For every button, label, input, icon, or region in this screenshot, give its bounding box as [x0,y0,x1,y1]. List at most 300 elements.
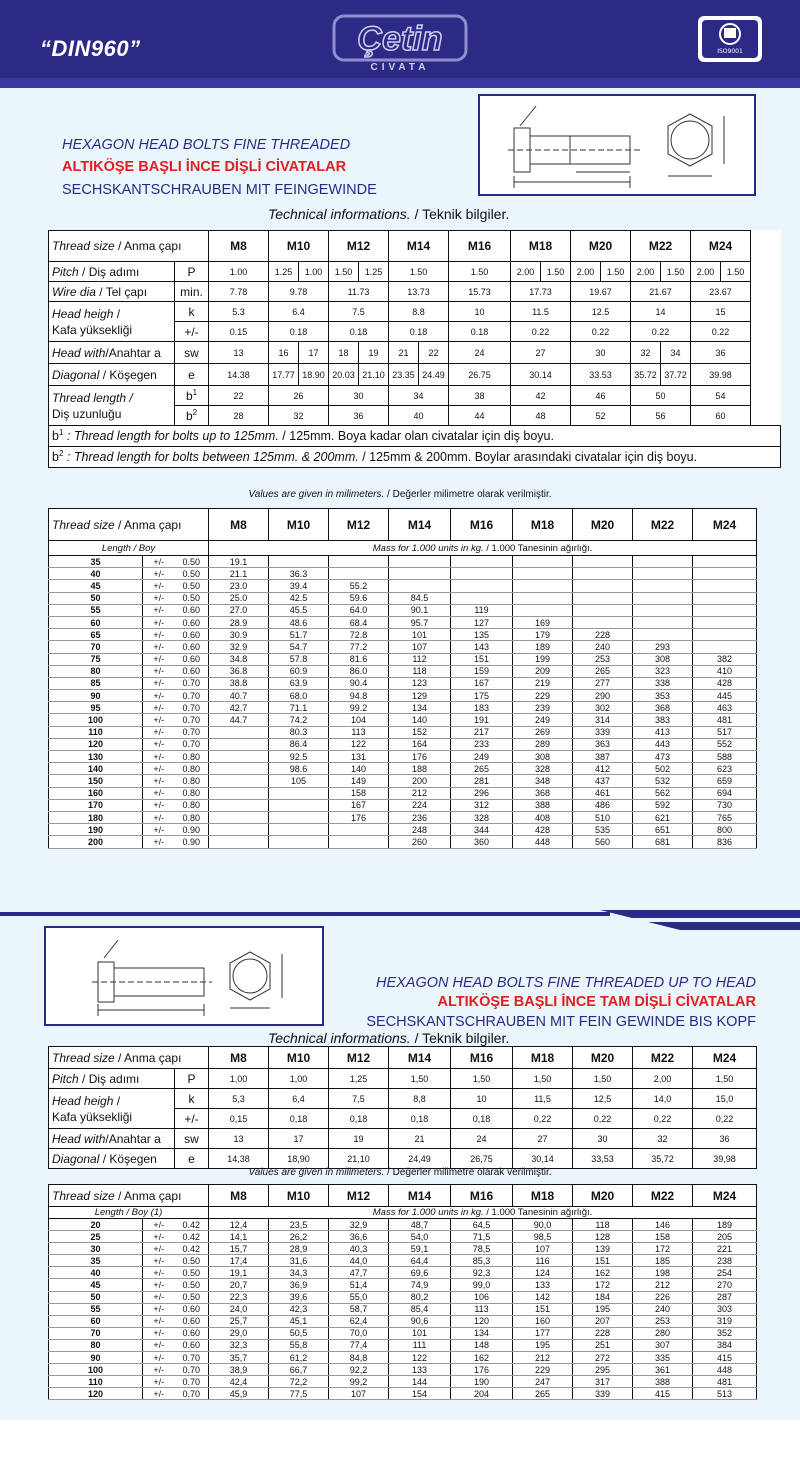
mass-cell: 621 [633,811,693,823]
length-cell: 35 [49,556,143,568]
mass-cell: 383 [633,714,693,726]
length-cell: 60 [49,616,143,628]
mass-cell: 224 [389,799,451,811]
mass-cell: 70,0 [329,1327,389,1339]
mass-cell: 32,3 [209,1339,269,1351]
mass-cell: 368 [633,702,693,714]
page-title: “DIN960” [40,36,141,61]
tolerance-cell: 0.80 [175,775,209,787]
tolerance-cell: 0.70 [175,714,209,726]
mass-cell: 101 [389,1327,451,1339]
section2-row [49,1376,757,1388]
tolerance-sign: +/- [143,641,175,653]
mass-cell: 140 [389,714,451,726]
mass-cell: 86.4 [269,738,329,750]
tolerance-cell: 0.50 [175,1291,209,1303]
mass-cell: 80.3 [269,726,329,738]
mass-cell: 78,5 [451,1243,513,1255]
mass-cell: 247 [513,1376,573,1388]
mass-cell: 388 [513,799,573,811]
tolerance-sign: +/- [143,714,175,726]
length-cell: 65 [49,629,143,641]
mass-cell [633,556,693,568]
mass-cell [329,568,389,580]
heading-en-1: HEXAGON HEAD BOLTS FINE THREADED [62,137,351,153]
mass-cell: 312 [451,799,513,811]
mass-cell: 154 [389,1388,451,1400]
section2-row [49,1388,757,1400]
section1-row [49,556,757,568]
mass-cell: 148 [451,1339,513,1351]
mass-cell: 42.7 [209,702,269,714]
mass-cell: 265 [513,1388,573,1400]
mass-cell: 410 [693,665,757,677]
mass-cell: 240 [573,641,633,653]
mass-cell: 412 [573,763,633,775]
mass-cell: 24,0 [209,1303,269,1315]
section2-row [49,1315,757,1327]
mass-cell: 443 [633,738,693,750]
mass-cell: 681 [633,836,693,848]
mass-cell: 90,6 [389,1315,451,1327]
mass-cell [513,592,573,604]
mass-table-2: Thread size / Anma çapı M8 M10 M12 M14 M16 M18 M20 M22 M24 Length / Boy (1) Mass for 1.000 units in kg. / 1.000 Tanesinin ağırlığı. 20 +/- 0.42 12,4 23,5 32,9 48,7 64,5 90,0 118 146 189 25 +/- 0.42 14,1 26,2 36,6 54,0 71,5 98,5 128 158 205 30 +/- 0.42 15,7 28,9 40,3 59,1 78,5 107 139 172 221 35 +/- 0.50 17,4 31,6 44,0 64,4 85,3 116 151 185 238 40 +/- 0.50 19,1 34,3 47,7 69,6 92,3 124 162 198 254 45 +/- 0.50 20,7 36,9 51,4 74,9 99,0 133 172 212 270 50 +/- 0.50 22,3 39,6 55,0 80,2 106 142 184 226 287 55 +/- 0.60 24,0 42,3 58,7 85,4 113 151 195 240 303 60 +/- 0.60 25,7 45,1 62,4 90,6 120 160 207 253 319 70 +/- 0.60 29,0 50,5 70,0 101 134 177 228 280 352 80 +/- 0.60 32,3 55,8 77,4 111 148 195 251 307 384 90 +/- 0.70 35,7 61,2 84,8 122 162 212 272 335 415 100 +/- 0.70 38,9 66,7 92,2 133 176 229 295 361 448 110 +/- 0.70 42,4 72,2 99,2 144 190 247 317 388 481 120 +/- 0.70 45,9 77,5 107 154 204 265 339 415 513 [48,1184,757,1400]
tolerance-cell: 0.60 [175,604,209,616]
mass-cell: 159 [451,665,513,677]
mass-cell: 448 [693,1364,757,1376]
mass-cell [513,580,573,592]
section2-row [49,1219,757,1231]
mass-cell: 448 [513,836,573,848]
length-cell: 45 [49,1279,143,1291]
mass-cell: 140 [329,763,389,775]
length-cell: 110 [49,1376,143,1388]
tolerance-sign: +/- [143,811,175,823]
mass-cell [633,629,693,641]
mass-cell: 177 [513,1327,573,1339]
section1-row [49,690,757,702]
tolerance-cell: 0.80 [175,787,209,799]
mass-cell [451,592,513,604]
mass-cell: 200 [389,775,451,787]
tolerance-sign: +/- [143,787,175,799]
tolerance-sign: +/- [143,1315,175,1327]
mass-cell: 119 [451,604,513,616]
mass-cell [209,787,269,799]
page-header [0,0,800,88]
mass-cell [693,616,757,628]
tolerance-sign: +/- [143,1231,175,1243]
heading-de-2: SECHSKANTSCHRAUBEN MIT FEIN GEWINDE BIS KOPF [366,1014,756,1030]
mass-cell: 151 [573,1255,633,1267]
spec-table-1 [48,230,781,468]
mass-cell: 120 [451,1315,513,1327]
mass-cell: 413 [633,726,693,738]
b1-row: Thread length / Diş uzunluğu $b^1$ 22 26 30 34 38 42 46 50 54 [49,386,781,406]
mass-cell: 415 [633,1388,693,1400]
mass-cell: 303 [693,1303,757,1315]
mass-cell: 172 [573,1279,633,1291]
mass-cell: 30.9 [209,629,269,641]
mass-cell: 113 [329,726,389,738]
mass-cell: 60.9 [269,665,329,677]
tolerance-cell: 0.60 [175,1339,209,1351]
mass-cell: 302 [573,702,633,714]
mass-cell: 144 [389,1376,451,1388]
mass-cell: 64.0 [329,604,389,616]
section1-row [49,836,757,848]
mass-cell: 338 [633,677,693,689]
mass-cell: 175 [451,690,513,702]
mass-cell: 62,4 [329,1315,389,1327]
mass-cell: 135 [451,629,513,641]
tolerance-sign: +/- [143,1279,175,1291]
header-stripe [0,78,800,88]
mass-note: Mass for 1.000 units in kg. / 1.000 Tanesinin ağırlığı. [209,541,757,556]
mass-cell: 142 [513,1291,573,1303]
mass-cell: 765 [693,811,757,823]
mass-cell: 99,0 [451,1279,513,1291]
length-cell: 85 [49,677,143,689]
mass-cell: 36,9 [269,1279,329,1291]
mass-cell: 249 [451,751,513,763]
mass-cell [573,580,633,592]
tolerance-sign: +/- [143,824,175,836]
mass-cell: 209 [513,665,573,677]
mass-cell: 228 [573,629,633,641]
length-cell: 200 [49,836,143,848]
mass-cell: 254 [693,1267,757,1279]
mass-cell: 55.2 [329,580,389,592]
pitch-row: Pitch / Diş adımı P 1.00 1.25 1.00 1.50 1.25 1.50 1.50 2.00 1.50 2.00 1.50 2.00 1.50 2.00 1.50 [49,262,781,282]
mass-cell: 287 [693,1291,757,1303]
mass-cell: 143 [451,641,513,653]
mass-cell: 162 [573,1267,633,1279]
heading-tr-2: ALTIKÖŞE BAŞLI İNCE TAM DİŞLİ CİVATALAR [437,994,756,1010]
mass-cell: 176 [389,751,451,763]
tolerance-sign: +/- [143,763,175,775]
tolerance-cell: 0.50 [175,1279,209,1291]
footnote-b1: $b^1$ : Thread length for bolts up to 125mm. / 125mm. Boya kadar olan civatalar için diş boyu. [49,426,781,447]
mass-cell: 36,6 [329,1231,389,1243]
mass-cell: 12,4 [209,1219,269,1231]
mass-cell: 28.9 [209,616,269,628]
length-cell: 110 [49,726,143,738]
mass-cell: 228 [573,1327,633,1339]
logo-brand: Çetin [357,20,443,58]
mass-cell: 160 [513,1315,573,1327]
length-cell: 55 [49,604,143,616]
tolerance-cell: 0.60 [175,616,209,628]
mass-cell: 510 [573,811,633,823]
mass-cell: 189 [693,1219,757,1231]
cert-text: ISO9001 [717,48,743,55]
mass-cell [573,592,633,604]
mass-cell: 463 [693,702,757,714]
tolerance-sign: +/- [143,1364,175,1376]
mass-cell: 158 [633,1231,693,1243]
mass-cell: 29,0 [209,1327,269,1339]
length-cell: 25 [49,1231,143,1243]
footnote-b2: $b^2$ : Thread length for bolts between 125mm. & 200mm. / 125mm & 200mm. Boylar arasındaki civatalar için diş boyu. [49,447,781,468]
mass-cell [269,824,329,836]
tolerance-sign: +/- [143,836,175,848]
diagonal-row-2: Diagonal / Köşegen e 14,38 18,90 21,10 24,49 26,75 30,14 33,53 35,72 39,98 [49,1149,757,1169]
mass-cell: 272 [573,1352,633,1364]
mass-cell: 48.6 [269,616,329,628]
mass-cell: 151 [451,653,513,665]
tolerance-sign: +/- [143,738,175,750]
section1-row [49,641,757,653]
page-bottom [0,1420,800,1484]
mass-cell: 25.0 [209,592,269,604]
tolerance-sign: +/- [143,677,175,689]
mass-cell: 481 [693,1376,757,1388]
mass-cell: 552 [693,738,757,750]
mass-cell: 269 [513,726,573,738]
mass-cell: 162 [451,1352,513,1364]
mass-cell [513,568,573,580]
mass-cell: 86.0 [329,665,389,677]
mass-cell: 85,4 [389,1303,451,1315]
mass-cell: 112 [389,653,451,665]
mass-cell: 437 [573,775,633,787]
section1-row [49,629,757,641]
length-cell: 80 [49,665,143,677]
mass-cell [451,556,513,568]
mass-cell [513,556,573,568]
mass-cell: 92,2 [329,1364,389,1376]
mass-cell: 28,9 [269,1243,329,1255]
length-cell: 35 [49,1255,143,1267]
mass-cell [451,568,513,580]
mass-cell: 240 [633,1303,693,1315]
mass-cell: 502 [633,763,693,775]
length-cell: 40 [49,1267,143,1279]
mass-cell: 107 [513,1243,573,1255]
cert-icon [702,20,758,48]
mass-cell [633,604,693,616]
tolerance-sign: +/- [143,799,175,811]
mass-cell: 66,7 [269,1364,329,1376]
mass-cell: 107 [329,1388,389,1400]
cetin-logo [330,10,470,72]
tolerance-cell: 0.70 [175,1364,209,1376]
mass-cell [693,556,757,568]
mass-cell [693,580,757,592]
mass-cell [209,738,269,750]
mass-cell: 212 [513,1352,573,1364]
tolerance-cell: 0.90 [175,836,209,848]
size-m16: M16 [449,231,511,262]
length-cell: 75 [49,653,143,665]
mass-cell: 473 [633,751,693,763]
mass-cell: 353 [633,690,693,702]
mass-cell [693,641,757,653]
tolerance-cell: 0.50 [175,592,209,604]
diagonal-row: Diagonal / Köşegen e 14.38 17.77 18.90 20.03 21.10 23.35 24.49 26.75 30.14 33.53 35.72 37.72 39.98 [49,364,781,386]
mass-cell [209,836,269,848]
mass-cell: 124 [513,1267,573,1279]
mass-cell: 651 [633,824,693,836]
mass-cell: 158 [329,787,389,799]
mass-cell: 72,2 [269,1376,329,1388]
tolerance-sign: +/- [143,702,175,714]
mass-cell: 90,0 [513,1219,573,1231]
mass-cell: 361 [633,1364,693,1376]
sw-row: Head with/Anahtar a sw 13 16 17 18 19 21 22 24 27 30 32 34 36 [49,342,781,364]
mass-cell: 339 [573,1388,633,1400]
tolerance-cell: 0.70 [175,1388,209,1400]
section2-row [49,1243,757,1255]
size-m8: M8 [209,231,269,262]
mass-cell: 236 [389,811,451,823]
mass-cell: 363 [573,738,633,750]
mass-cell: 55,0 [329,1291,389,1303]
tolerance-sign: +/- [143,1255,175,1267]
mass-cell: 382 [693,653,757,665]
mass-cell: 14,1 [209,1231,269,1243]
mass-cell: 800 [693,824,757,836]
mass-cell: 339 [573,726,633,738]
section1-row [49,775,757,787]
mass-cell: 308 [513,751,573,763]
mass-cell: 27.0 [209,604,269,616]
mass-cell: 289 [513,738,573,750]
mass-cell: 307 [633,1339,693,1351]
tolerance-cell: 0.70 [175,677,209,689]
mass-cell: 36.8 [209,665,269,677]
mass-cell: 54,0 [389,1231,451,1243]
sw-row-2: Head with/Anahtar a sw 13 17 19 21 24 27 30 32 36 [49,1129,757,1149]
mass-cell [573,556,633,568]
mass-cell [209,775,269,787]
section1-row [49,799,757,811]
mass-cell: 71.1 [269,702,329,714]
mass-cell: 205 [693,1231,757,1243]
mass-cell: 44.7 [209,714,269,726]
mass-cell: 122 [329,738,389,750]
size-m18: M18 [511,231,571,262]
section2-row [49,1231,757,1243]
tolerance-sign: +/- [143,568,175,580]
section1-row [49,824,757,836]
section1-row [49,653,757,665]
mass-cell: 22,3 [209,1291,269,1303]
mass-cell [633,580,693,592]
section2-row [49,1267,757,1279]
mass-cell: 131 [329,751,389,763]
mass-cell: 328 [451,811,513,823]
mass-cell: 290 [573,690,633,702]
mass-cell: 328 [513,763,573,775]
section2-row [49,1339,757,1351]
mass-cell: 42,3 [269,1303,329,1315]
mass-cell [209,751,269,763]
mass-cell: 481 [693,714,757,726]
mass-cell: 80,2 [389,1291,451,1303]
mass-cell: 152 [389,726,451,738]
mass-cell: 133 [513,1279,573,1291]
mass-cell: 730 [693,799,757,811]
mass-cell: 118 [573,1219,633,1231]
mass-cell: 204 [451,1388,513,1400]
mass-cell: 133 [389,1364,451,1376]
mass-cell: 560 [573,836,633,848]
mass-cell: 233 [451,738,513,750]
mass-cell: 19.1 [209,556,269,568]
tolerance-cell: 0.70 [175,726,209,738]
mass-cell: 517 [693,726,757,738]
mass-cell: 248 [389,824,451,836]
mass-cell: 221 [693,1243,757,1255]
mass-cell: 134 [451,1327,513,1339]
mass-cell: 71,5 [451,1231,513,1243]
section1-row [49,592,757,604]
tolerance-sign: +/- [143,690,175,702]
mass-cell: 280 [633,1327,693,1339]
mass-cell: 169 [513,616,573,628]
heading-en-2: HEXAGON HEAD BOLTS FINE THREADED UP TO HEAD [375,975,756,991]
mass-cell [573,604,633,616]
mass-cell: 40.7 [209,690,269,702]
wire-row: Wire dia / Tel çapı min. 7.78 9.78 11.73 13.73 15.73 17.73 19.67 21.67 23.67 [49,282,781,302]
length-cell: 55 [49,1303,143,1315]
length-cell: 80 [49,1339,143,1351]
mass-cell: 15,7 [209,1243,269,1255]
mass-cell: 50,5 [269,1327,329,1339]
section2-row [49,1352,757,1364]
mass-cell: 360 [451,836,513,848]
mass-cell: 836 [693,836,757,848]
tolerance-sign: +/- [143,1219,175,1231]
mass-cell: 445 [693,690,757,702]
tolerance-cell: 0.60 [175,653,209,665]
section1-row [49,604,757,616]
length-cell: 95 [49,702,143,714]
section1-row [49,677,757,689]
mass-cell: 239 [513,702,573,714]
tolerance-cell: 0.70 [175,1376,209,1388]
length-cell: 50 [49,592,143,604]
mass-cell: 61,2 [269,1352,329,1364]
tolerance-cell: 0.70 [175,702,209,714]
tolerance-sign: +/- [143,1352,175,1364]
tolerance-sign: +/- [143,1291,175,1303]
mass-cell: 199 [513,653,573,665]
mass-cell: 164 [389,738,451,750]
tolerance-cell: 0.60 [175,1315,209,1327]
mass-cell: 368 [513,787,573,799]
mass-cell: 42,4 [209,1376,269,1388]
iso-cert-badge [698,16,762,62]
mass-cell [633,592,693,604]
mass-cell: 592 [633,799,693,811]
section1-row [49,726,757,738]
tolerance-sign: +/- [143,1339,175,1351]
thread-size-label: Thread size / Anma çapı [49,231,209,262]
tolerance-sign: +/- [143,629,175,641]
mass-cell [693,568,757,580]
tolerance-sign: +/- [143,1303,175,1315]
tolerance-cell: 0.42 [175,1219,209,1231]
values-note-1: Values are given in milimeters. / Değerler milimetre olarak verilmiştir. [248,489,552,500]
mass-cell: 185 [633,1255,693,1267]
length-cell: 90 [49,1352,143,1364]
mass-cell: 84.5 [389,592,451,604]
heading-de-1: SECHSKANTSCHRAUBEN MIT FEINGEWINDE [62,182,377,198]
section1-row [49,738,757,750]
